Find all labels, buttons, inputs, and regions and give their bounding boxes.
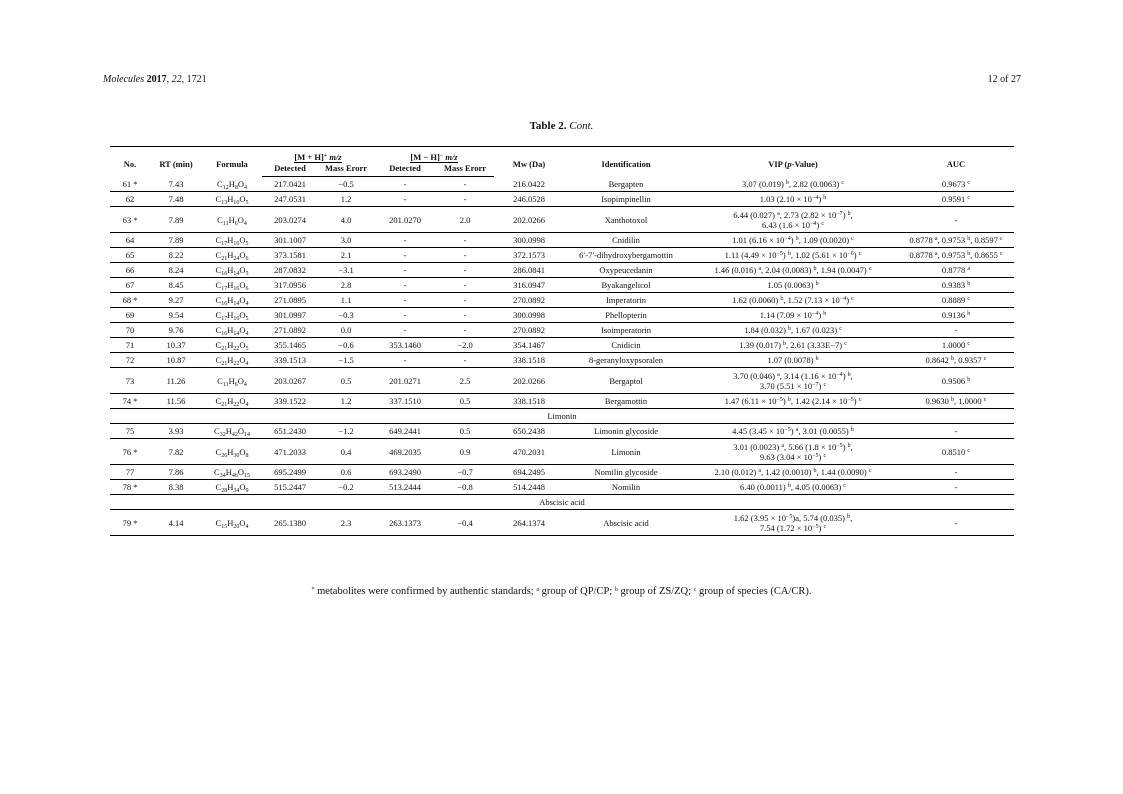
cell-neg-mass-error: - (436, 192, 494, 207)
cell-pos-detected: 287.0832 (262, 263, 318, 278)
cell-no: 72 (110, 353, 150, 368)
cell-pos-detected: 301.0997 (262, 308, 318, 323)
cell-pos-mass-error: 0.6 (318, 465, 374, 480)
cell-neg-detected: - (374, 293, 436, 308)
cell-neg-detected: - (374, 233, 436, 248)
cell-identification: Phellopterin (564, 308, 688, 323)
cell-pos-mass-error: 1.1 (318, 293, 374, 308)
cell-identification: 6′-7′-dihydroxybergamottin (564, 248, 688, 263)
cell-mw: 264.1374 (494, 510, 564, 536)
cell-neg-mass-error: −0.7 (436, 465, 494, 480)
table-row (110, 308, 1014, 323)
cell-no: 64 (110, 233, 150, 248)
cell-mw: 650.2438 (494, 424, 564, 439)
journal-volume: 22 (171, 74, 182, 85)
col-neg-detected: Detected (374, 162, 436, 177)
cell-no: 61 * (110, 177, 150, 192)
cell-neg-mass-error: 2.5 (436, 368, 494, 394)
cell-auc: - (898, 480, 1014, 495)
cell-formula: $C_{17}H_{16}O_5$ (202, 233, 262, 248)
cell-vip: 3.07 (0.019) $^b$, 2.82 (0.0063) $^c$ (688, 177, 898, 192)
cell-no: 66 (110, 263, 150, 278)
cell-identification: Abscisic acid (564, 510, 688, 536)
cell-auc: 0.8778 $^a$, 0.9753 $^b$, 0.8655 $^c$ (898, 248, 1014, 263)
cell-identification: Isopimpinellin (564, 192, 688, 207)
cell-neg-mass-error: - (436, 293, 494, 308)
cell-formula: $C_{21}H_{22}O_4$ (202, 353, 262, 368)
cell-pos-detected: 217.0421 (262, 177, 318, 192)
cell-identification: Limonin (564, 439, 688, 465)
col-rt: RT (min) (150, 147, 202, 177)
cell-rt: 4.14 (150, 510, 202, 536)
table-row (110, 353, 1014, 368)
cell-vip: 1.01 $(6.16 \times 10^{-4})$ $^b$, 1.09 (0.0020) $^c$ (688, 233, 898, 248)
cell-auc: 0.8778 $^a$, 0.9753 $^b$, 0.8597 $^c$ (898, 233, 1014, 248)
cell-mw: 216.0422 (494, 177, 564, 192)
cell-auc: - (898, 510, 1014, 536)
table-row (110, 510, 1014, 536)
cell-pos-mass-error: −0.2 (318, 480, 374, 495)
cell-neg-detected: 469.2035 (374, 439, 436, 465)
cell-pos-detected: 203.0267 (262, 368, 318, 394)
table-row (110, 480, 1014, 495)
cell-pos-mass-error: 0.4 (318, 439, 374, 465)
cell-formula: $C_{16}H_{14}O_4$ (202, 293, 262, 308)
cell-rt: 7.89 (150, 233, 202, 248)
cell-formula: $C_{17}H_{16}O_6$ (202, 278, 262, 293)
cell-neg-mass-error: - (436, 233, 494, 248)
cell-pos-mass-error: 2.8 (318, 278, 374, 293)
positive-mode-header: [M + H]+ m/z (294, 151, 342, 162)
cell-neg-detected: - (374, 177, 436, 192)
table-row (110, 439, 1014, 465)
cell-rt: 7.89 (150, 207, 202, 233)
data-table (110, 146, 1014, 536)
cell-auc: - (898, 207, 1014, 233)
section-row (110, 495, 1014, 510)
cell-formula: $C_{11}H_6O_4$ (202, 368, 262, 394)
cell-no: 78 * (110, 480, 150, 495)
cell-mw: 338.1518 (494, 353, 564, 368)
cell-neg-detected: - (374, 192, 436, 207)
cell-pos-mass-error: 0.0 (318, 323, 374, 338)
cell-identification: Nomilin glycoside (564, 465, 688, 480)
journal-page: , 1721 (181, 74, 207, 85)
cell-neg-mass-error: −0.8 (436, 480, 494, 495)
cell-rt: 11.56 (150, 394, 202, 409)
cell-vip: 3.70 (0.046) $^a$, 3.14 $(1.16 \times 10^{-4})$ $^b$, 3.70 $(5.51 \times 10^{-7})$ $^c$ (688, 368, 898, 394)
cell-neg-mass-error: 0.5 (436, 394, 494, 409)
cell-neg-detected: 649.2441 (374, 424, 436, 439)
cell-rt: 7.48 (150, 192, 202, 207)
cell-formula: $C_{15}H_{20}O_4$ (202, 510, 262, 536)
cell-pos-mass-error: 2.1 (318, 248, 374, 263)
cell-mw: 202.0266 (494, 207, 564, 233)
table-row (110, 293, 1014, 308)
cell-pos-detected: 355.1465 (262, 338, 318, 353)
cell-pos-detected: 203.0274 (262, 207, 318, 233)
cell-vip: 1.39 (0.017) $^b$, 2.61 (3.33E−7) $^c$ (688, 338, 898, 353)
cell-auc: 0.9506 $^b$ (898, 368, 1014, 394)
cell-no: 65 (110, 248, 150, 263)
cell-formula: $C_{11}H_6O_4$ (202, 207, 262, 233)
cell-identification: Limonin glycoside (564, 424, 688, 439)
cell-formula: $C_{16}H_{14}O_4$ (202, 323, 262, 338)
cell-vip: 3.01 (0.0023) $^a$, 5.66 $(1.8 \times 10^{-5})$ $^b$, 9.63 $(3.04 \times 10^{-5})$ $^c$ (688, 439, 898, 465)
cell-pos-mass-error: 1.2 (318, 192, 374, 207)
cell-vip: 1.11 $(4.49 \times 10^{-5})$ $^b$, 1.02 $(5.61 \times 10^{-6})$ $^c$ (688, 248, 898, 263)
cell-identification: 8-geranyloxypsoralen (564, 353, 688, 368)
section-row (110, 409, 1014, 424)
cell-mw: 270.0892 (494, 323, 564, 338)
negative-mode-header: [M − H]− m/z (410, 151, 458, 162)
cell-neg-detected: 513.2444 (374, 480, 436, 495)
cell-formula: $C_{12}H_8O_4$ (202, 177, 262, 192)
table-body (110, 177, 1014, 536)
cell-neg-mass-error: - (436, 308, 494, 323)
cell-neg-mass-error: 0.5 (436, 424, 494, 439)
cell-neg-detected: - (374, 248, 436, 263)
cell-identification: Bergaptol (564, 368, 688, 394)
cell-identification: Bergamottin (564, 394, 688, 409)
cell-neg-mass-error: 2.0 (436, 207, 494, 233)
cell-identification: Cnidicin (564, 338, 688, 353)
table-row (110, 278, 1014, 293)
cell-vip: 2.10 (0.012) $^a$, 1.42 (0.0010) $^b$, 1.44 (0.0090) $^c$ (688, 465, 898, 480)
cell-neg-detected: - (374, 263, 436, 278)
cell-rt: 7.43 (150, 177, 202, 192)
cell-vip: 4.45 $(3.45 \times 10^{-5})$ $^a$, 3.01 (0.0055) $^b$ (688, 424, 898, 439)
cell-pos-detected: 247.0531 (262, 192, 318, 207)
cell-no: 71 (110, 338, 150, 353)
cell-mw: 354.1467 (494, 338, 564, 353)
cell-neg-mass-error: - (436, 177, 494, 192)
cell-neg-mass-error: - (436, 323, 494, 338)
cell-formula: $C_{32}H_{42}O_{14}$ (202, 424, 262, 439)
cell-vip: 1.07 (0.0078) $^b$ (688, 353, 898, 368)
cell-auc: 1.0000 $^c$ (898, 338, 1014, 353)
cell-identification: Bergapten (564, 177, 688, 192)
col-pos-mass-error: Mass Erorr (318, 162, 374, 177)
cell-identification: Isoimperatorin (564, 323, 688, 338)
cell-neg-detected: - (374, 278, 436, 293)
table-row (110, 465, 1014, 480)
table-row (110, 177, 1014, 192)
cell-mw: 470.2031 (494, 439, 564, 465)
table-caption (0, 120, 1123, 132)
cell-neg-mass-error: 0.9 (436, 439, 494, 465)
cell-rt: 8.45 (150, 278, 202, 293)
cell-vip: 6.44 (0.027) $^a$, 2.73 $(2.82 \times 10^{-7})$ $^b$, 6.43 $(1.6 \times 10^{-4})$ $^c$ (688, 207, 898, 233)
cell-formula: $C_{34}H_{46}O_{15}$ (202, 465, 262, 480)
cell-neg-mass-error: −2.0 (436, 338, 494, 353)
cell-no: 63 * (110, 207, 150, 233)
cell-no: 73 (110, 368, 150, 394)
cell-mw: 202.0266 (494, 368, 564, 394)
cell-auc: 0.9673 $^c$ (898, 177, 1014, 192)
cell-neg-mass-error: - (436, 248, 494, 263)
col-identification: Identification (564, 147, 688, 177)
cell-no: 75 (110, 424, 150, 439)
cell-auc: 0.9383 $^b$ (898, 278, 1014, 293)
cell-identification: Byakangelicol (564, 278, 688, 293)
cell-mw: 694.2495 (494, 465, 564, 480)
cell-auc: - (898, 465, 1014, 480)
cell-pos-mass-error: −1.2 (318, 424, 374, 439)
cell-no: 77 (110, 465, 150, 480)
col-auc: AUC (898, 147, 1014, 177)
col-pos-detected: Detected (262, 162, 318, 177)
cell-identification: Xanthotoxol (564, 207, 688, 233)
cell-vip: 1.62 (0.0060) $^b$, 1.52 $(7.13 \times 10^{-4})$ $^c$ (688, 293, 898, 308)
cell-auc: 0.9136 $^b$ (898, 308, 1014, 323)
cell-formula: $C_{16}H_{14}O_5$ (202, 263, 262, 278)
cell-mw: 300.0998 (494, 233, 564, 248)
cell-no: 70 (110, 323, 150, 338)
cell-rt: 3.93 (150, 424, 202, 439)
table-row (110, 233, 1014, 248)
cell-auc: - (898, 323, 1014, 338)
cell-auc: 0.8889 $^c$ (898, 293, 1014, 308)
cell-auc: - (898, 424, 1014, 439)
section-label: Limonin (110, 409, 1014, 424)
cell-formula: $C_{21}H_{22}O_5$ (202, 338, 262, 353)
cell-neg-mass-error: - (436, 353, 494, 368)
cell-rt: 8.38 (150, 480, 202, 495)
cell-pos-mass-error: −0.3 (318, 308, 374, 323)
cell-pos-detected: 301.1007 (262, 233, 318, 248)
cell-vip: 1.47 $(6.11 \times 10^{-5})$ $^b$, 1.42 $(2.14 \times 10^{-5})$ $^c$ (688, 394, 898, 409)
cell-no: 76 * (110, 439, 150, 465)
cell-vip: 1.03 $(2.10 \times 10^{-4})$ $^b$ (688, 192, 898, 207)
cell-no: 74 * (110, 394, 150, 409)
cell-auc: 0.8642 $^b$, 0.9357 $^c$ (898, 353, 1014, 368)
cell-formula: $C_{21}H_{24}O_6$ (202, 248, 262, 263)
col-vip: VIP (p-Value) (688, 147, 898, 177)
cell-pos-mass-error: −1.5 (318, 353, 374, 368)
cell-formula: $C_{26}H_{30}O_8$ (202, 439, 262, 465)
table-row (110, 192, 1014, 207)
cell-neg-mass-error: - (436, 278, 494, 293)
cell-mw: 246.0528 (494, 192, 564, 207)
table-row (110, 394, 1014, 409)
cell-formula: $C_{13}H_{10}O_5$ (202, 192, 262, 207)
table-row (110, 248, 1014, 263)
cell-vip: 1.05 (0.0063) $^b$ (688, 278, 898, 293)
cell-pos-detected: 695.2499 (262, 465, 318, 480)
cell-rt: 7.86 (150, 465, 202, 480)
cell-neg-detected: - (374, 353, 436, 368)
cell-rt: 9.76 (150, 323, 202, 338)
cell-identification: Oxypeucedanin (564, 263, 688, 278)
cell-pos-mass-error: 1.2 (318, 394, 374, 409)
cell-pos-mass-error: 3.0 (318, 233, 374, 248)
cell-pos-detected: 271.0892 (262, 323, 318, 338)
col-neg-mass-error: Mass Erorr (436, 162, 494, 177)
col-group-negative (374, 147, 494, 163)
running-header-citation: Molecules 2017, 22, 1721 (103, 74, 207, 85)
table-row (110, 368, 1014, 394)
cell-no: 79 * (110, 510, 150, 536)
cell-pos-detected: 265.1380 (262, 510, 318, 536)
page-number: 12 of 27 (987, 74, 1021, 85)
cell-mw: 300.0998 (494, 308, 564, 323)
cell-neg-detected: - (374, 308, 436, 323)
cell-auc: 0.8510 $^c$ (898, 439, 1014, 465)
cell-pos-detected: 373.1581 (262, 248, 318, 263)
col-group-positive (262, 147, 374, 163)
journal-name: Molecules (103, 74, 145, 85)
cell-mw: 514.2448 (494, 480, 564, 495)
cell-rt: 11.26 (150, 368, 202, 394)
cell-pos-mass-error: −3.1 (318, 263, 374, 278)
cell-vip: 1.84 (0.032) $^b$, 1.67 (0.023) $^c$ (688, 323, 898, 338)
cell-pos-mass-error: −0.5 (318, 177, 374, 192)
cell-neg-detected: - (374, 323, 436, 338)
table-label: Table 2. (529, 120, 567, 132)
cell-formula: $C_{28}H_{34}O_9$ (202, 480, 262, 495)
cell-rt: 7.82 (150, 439, 202, 465)
cell-pos-mass-error: −0.6 (318, 338, 374, 353)
cell-identification: Nomilin (564, 480, 688, 495)
cell-auc: 0.9630 $^b$, 1.0000 $^c$ (898, 394, 1014, 409)
cell-mw: 286.0841 (494, 263, 564, 278)
table-caption-text: Cont. (569, 120, 594, 132)
cell-neg-detected: 693.2490 (374, 465, 436, 480)
cell-pos-detected: 339.1522 (262, 394, 318, 409)
table-row (110, 338, 1014, 353)
cell-pos-detected: 317.0956 (262, 278, 318, 293)
cell-identification: Cnidilin (564, 233, 688, 248)
cell-pos-mass-error: 0.5 (318, 368, 374, 394)
cell-vip: 1.46 (0.016) $^a$, 2.04 (0.0083) $^b$, 1.94 (0.0047) $^c$ (688, 263, 898, 278)
cell-rt: 8.22 (150, 248, 202, 263)
cell-pos-detected: 271.0895 (262, 293, 318, 308)
cell-pos-detected: 515.2447 (262, 480, 318, 495)
cell-pos-detected: 471.2033 (262, 439, 318, 465)
col-no: No. (110, 147, 150, 177)
cell-neg-detected: 201.0271 (374, 368, 436, 394)
cell-rt: 10.37 (150, 338, 202, 353)
cell-pos-detected: 339.1513 (262, 353, 318, 368)
section-label: Abscisic acid (110, 495, 1014, 510)
table-footnote: * metabolites were confirmed by authentic standards; $^a$ group of QP/CP; $^b$ group of ZS/ZQ; $^c$ group of species (CA/CR). (311, 586, 812, 597)
table-row (110, 263, 1014, 278)
cell-neg-detected: 353.1460 (374, 338, 436, 353)
cell-vip: 6.40 (0.0011) $^b$, 4.05 (0.0063) $^c$ (688, 480, 898, 495)
cell-no: 62 (110, 192, 150, 207)
cell-vip: 1.14 $(7.09 \times 10^{-4})$ $^b$ (688, 308, 898, 323)
cell-identification: Imperatorin (564, 293, 688, 308)
cell-rt: 9.54 (150, 308, 202, 323)
cell-vip: 1.62 $(3.95 \times 10^{-5})a$, 5.74 (0.035) $^b$, 7.54 $(1.72 \times 10^{-5})$ $^c$ (688, 510, 898, 536)
cell-neg-detected: 263.1373 (374, 510, 436, 536)
col-formula: Formula (202, 147, 262, 177)
cell-mw: 316.0947 (494, 278, 564, 293)
cell-formula: $C_{17}H_{16}O_5$ (202, 308, 262, 323)
cell-rt: 8.24 (150, 263, 202, 278)
cell-mw: 338.1518 (494, 394, 564, 409)
cell-mw: 270.0892 (494, 293, 564, 308)
cell-rt: 10.87 (150, 353, 202, 368)
cell-no: 68 * (110, 293, 150, 308)
cell-formula: $C_{21}H_{22}O_4$ (202, 394, 262, 409)
table-row (110, 207, 1014, 233)
col-mw: Mw (Da) (494, 147, 564, 177)
cell-pos-detected: 651.2430 (262, 424, 318, 439)
cell-auc: 0.9591 $^c$ (898, 192, 1014, 207)
cell-no: 69 (110, 308, 150, 323)
cell-neg-detected: 337.1510 (374, 394, 436, 409)
cell-neg-mass-error: −0.4 (436, 510, 494, 536)
table-row (110, 323, 1014, 338)
cell-mw: 372.1573 (494, 248, 564, 263)
journal-year: 2017 (146, 74, 167, 85)
table-row (110, 424, 1014, 439)
cell-neg-detected: 201.0270 (374, 207, 436, 233)
cell-pos-mass-error: 4.0 (318, 207, 374, 233)
cell-pos-mass-error: 2.3 (318, 510, 374, 536)
cell-no: 67 (110, 278, 150, 293)
cell-auc: 0.8778 $^a$ (898, 263, 1014, 278)
cell-neg-mass-error: - (436, 263, 494, 278)
cell-rt: 9.27 (150, 293, 202, 308)
